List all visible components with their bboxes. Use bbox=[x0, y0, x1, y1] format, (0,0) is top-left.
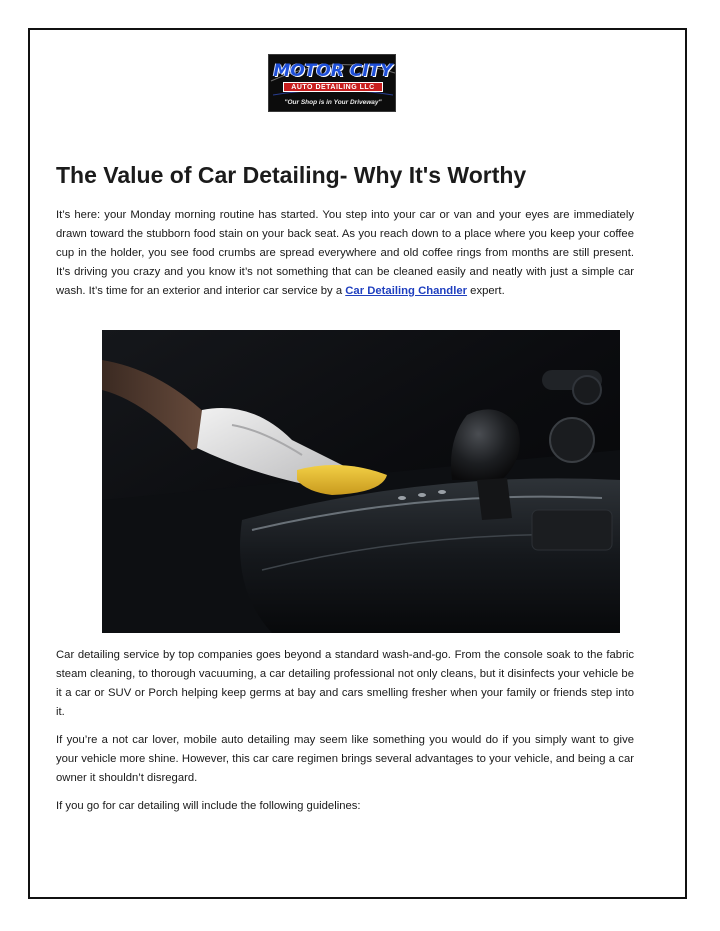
car-interior-cleaning-photo bbox=[102, 330, 620, 633]
motor-city-logo bbox=[268, 54, 396, 112]
intro-text: It’s here: your Monday morning routine has started. You step into your car or van and your eyes are immediately drawn toward the stubborn food stain on your back seat. As you reach down to a place where you keep your coffee cup in the holder, you see food crumbs are spread everywhere and old coffee rings from months are still present. It’s driving you crazy and you know it’s not something that can be cleaned easily and neatly with just a simple car wash. It’s time for an exterior and interior car service by a bbox=[56, 209, 634, 297]
advantages-paragraph: If you’re a not car lover, mobile auto detailing may seem like something you would do if you simply want to give your vehicle more shine. However, this car care regimen brings several advantages to your vehicle, and being a car owner it shouldn’t disregard. bbox=[56, 734, 634, 784]
logo-sub-text: AUTO DETAILING LLC bbox=[283, 82, 383, 92]
logo-main-text: MOTOR CITY bbox=[273, 61, 393, 81]
logo-tagline: "Our Shop is in Your Driveway" bbox=[284, 99, 382, 106]
intro-text-end: expert. bbox=[467, 285, 505, 297]
service-paragraph: Car detailing service by top companies goes beyond a standard wash-and-go. From the console soak to the fabric steam cleaning, to thorough vacuuming, a car detailing professional not only cleans, but it disinfects your vehicle be it a car or SUV or Porch helping keep germs at bay and cars smelling fresher when your family or friends step into it. bbox=[56, 649, 634, 718]
article-title: The Value of Car Detailing- Why It's Worthy bbox=[56, 162, 527, 188]
intro-paragraph bbox=[56, 206, 634, 301]
car-detailing-chandler-link[interactable]: Car Detailing Chandler bbox=[345, 285, 468, 297]
guidelines-intro-paragraph: If you go for car detailing will include the following guidelines: bbox=[56, 800, 361, 812]
photo-illustration bbox=[102, 330, 620, 633]
